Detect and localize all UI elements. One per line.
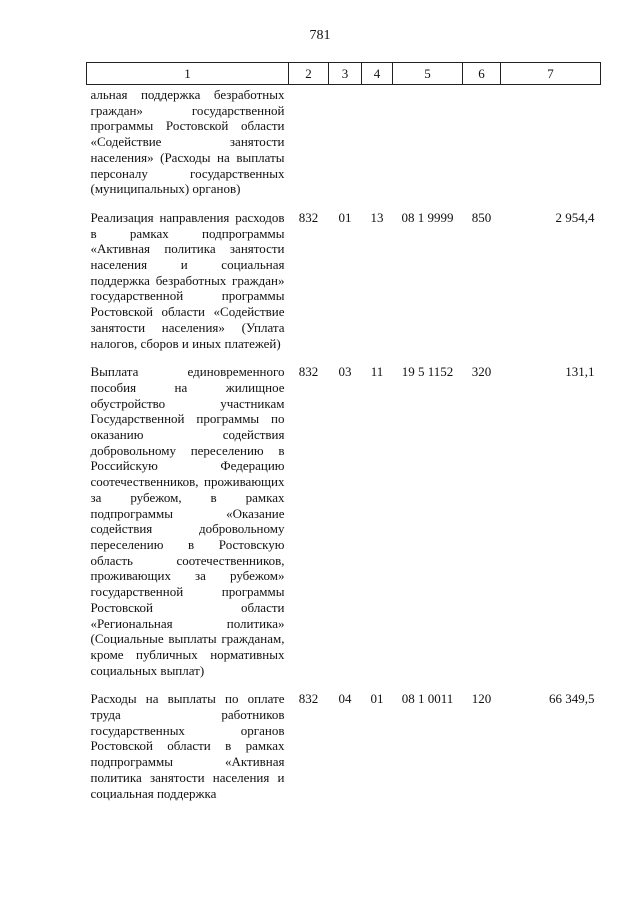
row-amount — [501, 85, 601, 210]
row-code-expense: 320 — [471, 364, 492, 380]
row-code-target — [393, 85, 463, 210]
header-col-6: 6 — [463, 63, 501, 85]
row-code-section — [329, 85, 362, 210]
table-header — [87, 63, 601, 85]
row-code-section: 03 — [338, 364, 352, 380]
row-code-expense: 850 — [471, 209, 492, 225]
header-col-2: 2 — [289, 63, 329, 85]
table-row — [87, 85, 601, 210]
row-code-subsection: 11 — [370, 364, 384, 380]
row-code-target: 08 1 0011 — [401, 691, 454, 707]
row-amount: 2 954,4 — [555, 209, 595, 225]
header-col-3: 3 — [329, 63, 362, 85]
row-code-target: 19 5 1152 — [401, 364, 454, 380]
header-col-5: 5 — [393, 63, 463, 85]
row-code-ministry: 832 — [298, 691, 319, 707]
row-code-expense — [463, 85, 501, 210]
row-code-section: 04 — [338, 691, 352, 707]
row-code-subsection: 01 — [370, 691, 384, 707]
row-amount: 131,1 — [565, 364, 595, 380]
budget-table — [86, 62, 601, 814]
row-code-ministry: 832 — [298, 364, 319, 380]
table-row — [87, 364, 601, 691]
row-code-ministry: 832 — [298, 209, 319, 225]
table-row — [87, 210, 601, 364]
row-code-subsection — [362, 85, 393, 210]
header-col-4: 4 — [362, 63, 393, 85]
page-number: 781 — [309, 28, 331, 43]
header-col-7: 7 — [501, 63, 601, 85]
row-code-ministry — [289, 85, 329, 210]
row-description: альная поддержка безработных граждан» государственной программы Ростовской области «Содействие занятости населения» (Расходы на выплаты персоналу государственных (муниципальных) органов) — [90, 87, 285, 197]
row-code-target: 08 1 9999 — [401, 209, 454, 225]
row-code-subsection: 13 — [370, 209, 384, 225]
row-code-expense: 120 — [471, 691, 492, 707]
row-description: Выплата единовременного пособия на жилищное обустройство участникам Государственной программы по оказанию содействия добровольному переселению в Российскую Федерацию соотечественников, проживающих за рубежом, в рамках подпрограммы «Оказание содействия добровольному переселению в Ростовскую область соотечественников, проживающих за рубежом» государственной программы Ростовской области «Региональная политика» (Социальные выплаты гражданам, кроме публичных нормативных социальных выплат) — [90, 364, 285, 678]
row-description: Расходы на выплаты по оплате труда работников государственных органов Ростовской области в рамках подпрограммы «Активная политика занятости населения и социальная поддержка — [90, 691, 285, 801]
row-amount: 66 349,5 — [549, 691, 595, 707]
row-code-section: 01 — [338, 209, 352, 225]
row-description: Реализация направления расходов в рамках подпрограммы «Активная политика занятости населения и социальная поддержка безработных граждан» государственной программы Ростовской области «Содействие занятости населения» (Уплата налогов, сборов и иных платежей) — [90, 209, 285, 351]
header-col-1: 1 — [87, 63, 289, 85]
table-row — [87, 691, 601, 814]
